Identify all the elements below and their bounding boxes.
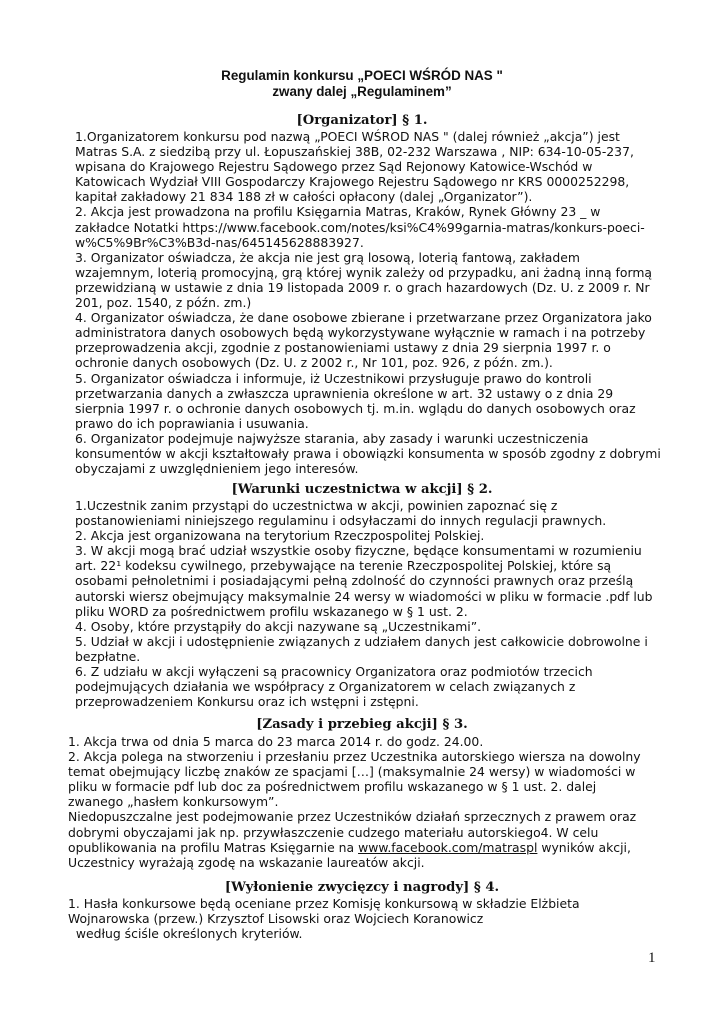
body-line: 3. Organizator oświadcza, że akcja nie jest grą losową, loterią fantową, zakładem bbox=[75, 249, 580, 265]
body-line: przeprowadzeniem Konkursu oraz ich wstępni i zstępni. bbox=[75, 694, 419, 710]
body-line: pliku w formacie pdf lub doc za pośrednictwem profilu wskazanego w § 1 ust. 2. dalej bbox=[68, 779, 597, 795]
section-4-body bbox=[68, 896, 580, 941]
facebook-link[interactable]: www.facebook.com/matraspl bbox=[358, 839, 538, 855]
body-line: konsumentów w akcji kształtowały prawa i obowiązki konsumenta w sposób zgodny z dobrymi bbox=[75, 445, 661, 461]
body-line: administratora danych osobowych będą wykorzystywane wyłącznie w ramach i na potrzeby bbox=[75, 325, 646, 341]
body-line: postanowieniami niniejszego regulaminu i odsyłaczami do innych regulacji prawnych. bbox=[75, 513, 607, 529]
body-line: Wojnarowska (przew.) Krzysztof Lisowski oraz Wojciech Koranowicz bbox=[68, 911, 484, 927]
body-line: 1.Organizatorem konkursu pod nazwą „POECI WŚROD NAS " (dalej również „akcja”) jest bbox=[75, 129, 620, 144]
body-line: temat obejmujący liczbę znaków ze spacjami […] (maksymalnie 24 wersy) w wiadomości w bbox=[68, 764, 636, 780]
section-3-body bbox=[68, 734, 641, 870]
body-line bbox=[68, 840, 641, 855]
body-line: osobami pełnoletnimi i posiadającymi pełną zdolność do czynności prawnych oraz prześlą bbox=[75, 573, 634, 589]
body-line: zakładce Notatki https://www.facebook.com/notes/ksi%C4%99garnia-matras/konkurs-poeci- bbox=[75, 219, 645, 235]
body-line: autorski wiersz obejmujący maksymalnie 24 wersy w wiadomości w pliku w formacie .pdf lub bbox=[75, 588, 653, 604]
body-line: podejmujących działania we współpracy z Organizatorem w celach związanych z bbox=[75, 679, 576, 695]
section-2-heading: [Warunki uczestnictwa w akcji] § 2. bbox=[231, 482, 493, 497]
body-line: 6. Organizator podejmuje najwyższe starania, aby zasady i warunki uczestniczenia bbox=[75, 430, 589, 446]
body-line: ochronie danych osobowych (Dz. U. z 2002 r., Nr 101, poz. 926, z późn. zm.). bbox=[75, 355, 553, 371]
body-line: 5. Udział w akcji i udostępnienie związanych z udziałem danych jest całkowicie dobrowolne i bbox=[75, 633, 648, 649]
line-text: wyników akcji, bbox=[537, 839, 631, 855]
line-text: opublikowania na profilu Matras Księgarnie na bbox=[68, 839, 359, 855]
body-line: 4. Osoby, które przystąpiły do akcji nazywane są „Uczestnikami”. bbox=[75, 618, 482, 634]
body-line: wzajemnym, loterią promocyjną, grą której wynik zależy od przypadku, ani żadną inną formą bbox=[75, 264, 653, 280]
body-line: w%C5%9Br%C3%B3d-nas/645145628883927. bbox=[75, 234, 364, 250]
body-line: 2. Akcja polega na stworzeniu i przesłaniu przez Uczestnika autorskiego wiersza na dowolny bbox=[68, 749, 641, 765]
body-line: Katowicach Wydział VIII Gospodarczy Krajowego Rejestru Sądowego nr KRS 0000252298, bbox=[75, 174, 630, 190]
body-line: 6. Z udziału w akcji wyłączeni są pracownicy Organizatora oraz podmiotów trzecich bbox=[75, 664, 593, 680]
body-line: 3. W akcji mogą brać udział wszystkie osoby fizyczne, będące konsumentami w rozumieniu bbox=[75, 543, 642, 559]
document-title-line-2: zwany dalej „Regulaminem” bbox=[272, 84, 452, 99]
body-line: prawo do ich poprawiania i usuwania. bbox=[75, 415, 309, 431]
body-line: wpisana do Krajowego Rejestru Sądowego przez Sąd Rejonowy Katowice-Wschód w bbox=[75, 159, 593, 175]
body-line: przetwarzania danych a zwłaszcza uprawnienia określone w art. 32 ustawy o z dnia 29 bbox=[75, 385, 614, 401]
document-title-line-1: Regulamin konkursu „POECI WŚRÓD NAS " bbox=[221, 68, 503, 83]
section-1-body bbox=[75, 129, 661, 476]
body-line: kapitał zakładowy 21 834 188 zł w całości opłacony (dalej „Organizator”). bbox=[75, 189, 533, 205]
body-line: 2. Akcja jest prowadzona na profilu Księgarnia Matras, Kraków, Rynek Główny 23 _ w bbox=[75, 204, 601, 220]
body-line: 1.Uczestnik zanim przystąpi do uczestnictwa w akcji, powinien zapoznać się z bbox=[75, 498, 558, 513]
body-line: Matras S.A. z siedzibą przy ul. Łopuszańskiej 38B, 02-232 Warszawa , NIP: 634-10-05-237, bbox=[75, 144, 634, 160]
body-line: według ściśle określonych kryteriów. bbox=[68, 926, 303, 942]
section-3-heading: [Zasady i przebieg akcji] § 3. bbox=[256, 717, 468, 732]
body-line: 1. Akcja trwa od dnia 5 marca do 23 marca 2014 r. do godz. 24.00. bbox=[68, 734, 484, 749]
body-line: art. 22¹ kodeksu cywilnego, przebywające na terenie Rzeczpospolitej Polskiej, które są bbox=[75, 558, 612, 574]
body-line: przeprowadzenia akcji, zgodnie z postanowieniami ustawy z dnia 29 sierpnia 1997 r. o bbox=[75, 340, 611, 356]
body-line: bezpłatne. bbox=[75, 648, 141, 664]
body-line: zwanego „hasłem konkursowym”. bbox=[68, 794, 279, 810]
body-line: Niedopuszczalne jest podejmowanie przez Uczestników działań sprzecznych z prawem oraz bbox=[68, 809, 637, 825]
body-line: przewidzianą w ustawie z dnia 19 listopada 2009 r. o grach hazardowych (Dz. U. z 2009 r. Nr bbox=[75, 279, 650, 295]
section-1-heading: [Organizator] § 1. bbox=[296, 113, 428, 128]
body-line: 1. Hasła konkursowe będą oceniane przez Komisję konkursową w składzie Elżbieta bbox=[68, 896, 580, 911]
body-line: dobrymi obyczajami jak np. przywłaszczenie cudzego materiału autorskiego4. W celu bbox=[68, 824, 599, 840]
body-line: obyczajami z uwzględnieniem jego interesów. bbox=[75, 461, 359, 477]
page-number: 1 bbox=[648, 950, 656, 966]
body-line: 4. Organizator oświadcza, że dane osobowe zbierane i przetwarzane przez Organizatora jako bbox=[75, 310, 652, 326]
body-line: 5. Organizator oświadcza i informuje, iż Uczestnikowi przysługuje prawo do kontroli bbox=[75, 370, 592, 386]
body-line: Uczestnicy wyrażają zgodę na wskazanie laureatów akcji. bbox=[68, 854, 425, 870]
body-line: 201, poz. 1540, z późn. zm.) bbox=[75, 295, 252, 311]
body-line: sierpnia 1997 r. o ochronie danych osobowych tj. m.in. wglądu do danych osobowych oraz bbox=[75, 400, 636, 416]
section-4-heading: [Wyłonienie zwycięzcy i nagrody] § 4. bbox=[224, 880, 500, 895]
body-line: 2. Akcja jest organizowana na terytorium Rzeczpospolitej Polskiej. bbox=[75, 528, 485, 544]
section-2-body bbox=[75, 498, 653, 709]
body-line: pliku WORD za pośrednictwem profilu wskazanego w § 1 ust. 2. bbox=[75, 603, 468, 619]
